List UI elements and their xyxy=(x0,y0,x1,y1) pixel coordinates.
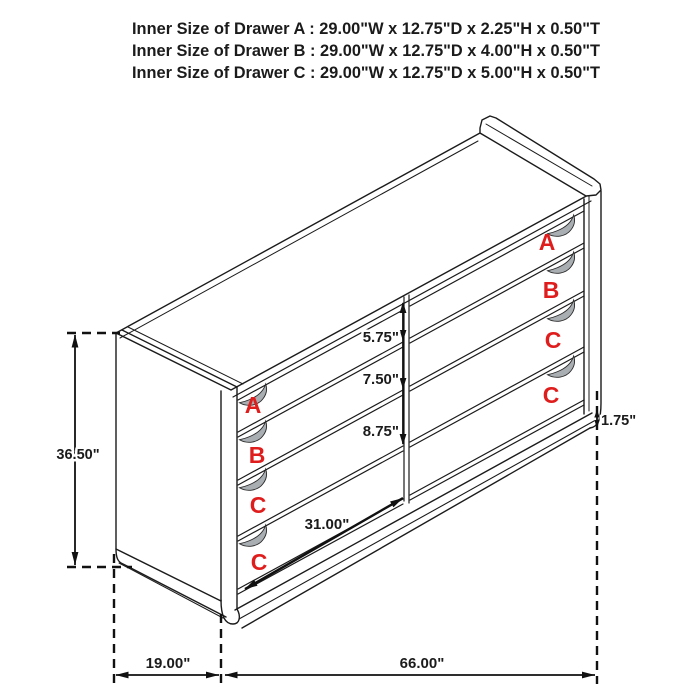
dim-drawer-c-label: 8.75" xyxy=(362,423,399,440)
title-line-2: Inner Size of Drawer B : 29.00"W x 12.75"D x 4.00"H x 0.50"T xyxy=(132,42,600,60)
title-block xyxy=(132,20,600,82)
dim-drawer-b-label: 7.50" xyxy=(362,371,399,388)
base-bottom-line xyxy=(242,428,590,628)
dim-overall-width-label: 66.00" xyxy=(399,655,445,672)
left-bank-label-c1: C xyxy=(249,492,267,518)
left-bank-label-a: A xyxy=(244,392,262,418)
top-face xyxy=(116,133,590,390)
front-right-post xyxy=(584,191,601,428)
front-left-post xyxy=(221,387,239,624)
dim-opening-width xyxy=(245,498,403,589)
title-line-1: Inner Size of Drawer A : 29.00"W x 12.75"D x 2.25"H x 0.50"T xyxy=(132,20,600,38)
gap-line xyxy=(410,405,584,500)
left-bank-label-b: B xyxy=(248,442,266,468)
arrowhead-up xyxy=(400,302,407,313)
dim-base-height xyxy=(597,391,636,684)
drawer-handle-scoop xyxy=(546,356,580,383)
right-bank-label-b: B xyxy=(542,277,560,303)
right-bank-label-c1: C xyxy=(544,327,562,353)
gap-line xyxy=(238,395,403,485)
dim-opening-width-label: 31.00" xyxy=(304,516,350,533)
base-plinth xyxy=(235,413,594,628)
cabinet-bottom-edge xyxy=(235,413,592,610)
center-divider xyxy=(404,295,409,503)
right-bank-label-a: A xyxy=(538,229,556,255)
title-line-3: Inner Size of Drawer C : 29.00"W x 12.75"D x 5.00"H x 0.50"T xyxy=(132,64,600,82)
dim-drawer-a-label: 5.75" xyxy=(362,329,399,346)
top-slab xyxy=(116,116,601,397)
arrowhead-down xyxy=(400,330,407,341)
side-panel-molding-inner xyxy=(119,563,223,618)
dim-overall-height xyxy=(56,333,132,567)
drawer-handle-scoop xyxy=(546,300,580,327)
dim-drawer-front-heights xyxy=(363,302,407,445)
dimension-line-diagonal xyxy=(245,498,403,589)
dim-overall-depth-label: 19.00" xyxy=(145,655,191,672)
left-bank-label-c2: C xyxy=(250,549,268,575)
right-bank-label-c2: C xyxy=(542,382,560,408)
right-outer-edge xyxy=(590,191,601,428)
dim-bottom xyxy=(114,554,595,684)
arrowhead-down xyxy=(400,378,407,389)
drawer-handle-scoop xyxy=(546,252,580,279)
dim-base-height-label: 1.75" xyxy=(601,413,637,429)
dim-overall-height-label: 36.50" xyxy=(56,447,100,463)
side-panel-molding xyxy=(116,549,226,617)
arrowhead-down xyxy=(400,434,407,445)
